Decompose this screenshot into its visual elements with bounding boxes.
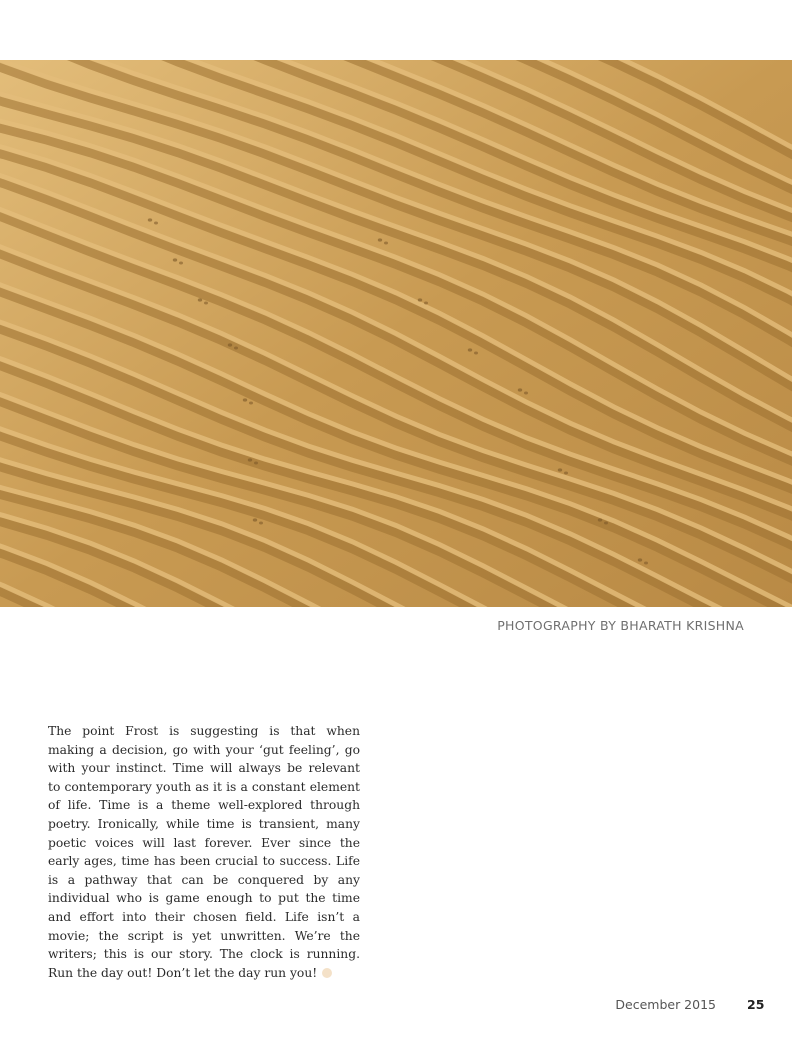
footprint-mark <box>518 388 522 391</box>
footprint-mark <box>228 343 232 346</box>
footprint-mark <box>418 298 422 301</box>
footprint-mark <box>524 392 528 395</box>
footprint-mark <box>234 347 238 350</box>
footprint-mark <box>644 562 648 565</box>
footprint-mark <box>638 558 642 561</box>
footprint-mark <box>198 298 202 301</box>
end-of-article-mark <box>322 968 332 978</box>
footprint-mark <box>564 472 568 475</box>
footprint-mark <box>259 522 263 525</box>
footprint-mark <box>204 302 208 305</box>
footprint-mark <box>249 402 253 405</box>
footprint-mark <box>558 468 562 471</box>
article-paragraph: The point Frost is suggesting is that when making a decision, go with your ‘gut feeling’, go with your instinct. Time will always be relevant to contemporary youth as it is a constant element of life. Time is a theme well-explored through poetry. Ironically, while time is transient, many poetic voices will last forever. Ever since the early ages, time has been crucial to success. Life is a pathway that can be conquered by any individual who is game enough to put the time and effort into their chosen field. Life isn’t a movie; the script is yet unwritten. We’re the writers; this is our story. The clock is running. Run the day out! Don’t let the day run you! <box>48 724 360 980</box>
footprint-mark <box>384 242 388 245</box>
photo-credit: PHOTOGRAPHY BY BHARATH KRISHNA <box>497 618 744 633</box>
footprint-mark <box>154 222 158 225</box>
footprint-mark <box>148 218 152 221</box>
footprint-mark <box>248 458 252 461</box>
footprint-mark <box>598 518 602 521</box>
footprint-mark <box>378 238 382 241</box>
article-body <box>48 722 360 982</box>
sand-dune-photo <box>0 60 792 607</box>
footprint-mark <box>468 348 472 351</box>
footprint-mark <box>253 518 257 521</box>
footprint-mark <box>474 352 478 355</box>
footprint-mark <box>254 462 258 465</box>
footprint-mark <box>173 258 177 261</box>
footprint-mark <box>243 398 247 401</box>
page-number: 25 <box>747 997 765 1012</box>
sand-ripples-image <box>0 60 792 607</box>
footprint-mark <box>179 262 183 265</box>
footprint-mark <box>424 302 428 305</box>
footer-date: December 2015 <box>615 997 716 1012</box>
footprint-mark <box>604 522 608 525</box>
